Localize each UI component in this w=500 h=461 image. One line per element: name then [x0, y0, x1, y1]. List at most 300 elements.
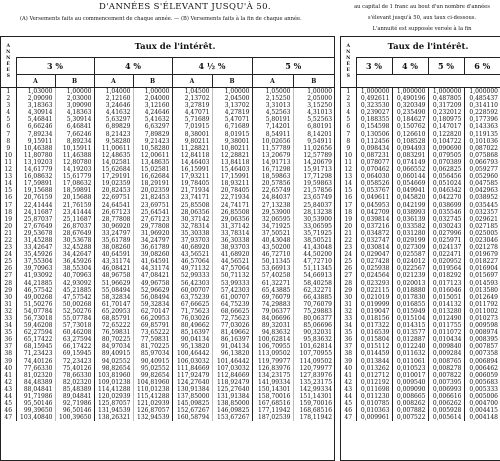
value-cell: 0,014132 — [428, 301, 464, 308]
value-cell: 3,18363 — [16, 102, 55, 109]
value-cell: 0,010523 — [392, 365, 428, 372]
table-row — [1, 258, 334, 265]
value-cell: 63,75239 — [172, 294, 212, 301]
table-row — [341, 294, 500, 301]
value-cell: 0,013577 — [392, 329, 428, 336]
value-cell: 20,78405 — [212, 187, 252, 194]
table-row — [341, 265, 500, 272]
year-cell: 6 — [1, 123, 16, 130]
value-cell: 46,72710 — [252, 251, 293, 258]
value-cell: 0,009598 — [464, 322, 500, 329]
value-cell: 0,015112 — [356, 343, 392, 350]
value-cell: 32,78314 — [172, 223, 212, 230]
value-cell: 12,28821 — [212, 152, 252, 159]
value-cell: 14,46403 — [172, 159, 212, 166]
value-cell: 50,11345 — [252, 258, 293, 265]
value-cell: 77,59831 — [133, 336, 172, 343]
value-cell: 0,059277 — [464, 166, 500, 173]
value-cell: 0,015949 — [392, 308, 428, 315]
value-cell: 0,239027 — [356, 109, 392, 116]
value-cell: 90,40915 — [133, 358, 172, 365]
value-cell: 0,119135 — [464, 131, 500, 138]
table-row — [341, 365, 500, 372]
value-cell: 63,27594 — [55, 336, 94, 343]
value-cell: 24,64541 — [94, 202, 133, 209]
value-cell: 43,50200 — [252, 244, 293, 251]
value-cell: 100,39650 — [55, 414, 94, 421]
value-cell: 1,05000 — [252, 88, 293, 96]
table-row — [341, 230, 500, 237]
value-cell: 0,079505 — [428, 152, 464, 159]
value-cell: 12,84118 — [172, 152, 212, 159]
year-cell: 43 — [341, 386, 356, 393]
table-row — [1, 116, 334, 123]
value-cell: 0,027185 — [464, 223, 500, 230]
value-cell: 107,70955 — [293, 350, 334, 357]
value-cell: 47,57542 — [55, 294, 94, 301]
year-cell: 17 — [1, 202, 16, 209]
value-cell: 20,57856 — [252, 180, 293, 187]
table-row — [341, 138, 500, 145]
value-cell: 142,99334 — [293, 386, 334, 393]
table-row — [1, 187, 334, 194]
value-cell: 78,66330 — [55, 372, 94, 379]
col-b-header: B — [55, 75, 94, 88]
table-row — [341, 123, 500, 130]
value-cell: 99,82654 — [133, 372, 172, 379]
table-row — [341, 166, 500, 173]
value-cell: 1,000000 — [464, 88, 500, 96]
value-cell: 49,71132 — [172, 265, 212, 272]
table-row — [341, 414, 500, 421]
value-cell: 2,13702 — [172, 95, 212, 102]
year-cell: 44 — [341, 393, 356, 400]
value-cell: 0,017322 — [356, 322, 392, 329]
value-cell: 0,011698 — [356, 386, 392, 393]
value-cell: 23,65749 — [293, 194, 334, 201]
value-cell: 0,094493 — [392, 145, 428, 152]
value-cell: 115,41288 — [133, 393, 172, 400]
value-cell: 43,56521 — [172, 251, 212, 258]
value-cell: 0,047585 — [464, 180, 500, 187]
value-cell: 0,006616 — [428, 393, 464, 400]
year-cell: 11 — [341, 159, 356, 166]
value-cell: 10,58280 — [133, 145, 172, 152]
value-cell: 0,078077 — [356, 159, 392, 166]
year-cell: 41 — [1, 372, 16, 379]
value-cell: 51,96629 — [94, 280, 133, 287]
value-cell: 0,150762 — [392, 123, 428, 130]
value-cell: 0,024137 — [428, 244, 464, 251]
value-cell: 1,00000 — [55, 88, 94, 96]
value-cell: 1,00000 — [133, 88, 172, 96]
rate-header: 5 % — [428, 58, 464, 75]
year-cell: 20 — [341, 223, 356, 230]
table-row — [1, 166, 334, 173]
year-cell: 24 — [1, 251, 16, 258]
value-cell: 0,005333 — [464, 386, 500, 393]
value-cell: 25,87037 — [16, 216, 55, 223]
value-cell: 125,27640 — [212, 386, 252, 393]
value-cell: 13,20679 — [252, 152, 293, 159]
value-cell: 0,005006 — [464, 393, 500, 400]
value-cell: 13,84118 — [212, 159, 252, 166]
year-cell: 18 — [1, 209, 16, 216]
value-cell: 146,09825 — [212, 407, 252, 414]
value-cell: 4,52563 — [252, 109, 293, 116]
value-cell: 150,14301 — [252, 386, 293, 393]
value-cell: 0,320349 — [392, 102, 428, 109]
year-cell: 1 — [1, 88, 16, 96]
value-cell: 2,04500 — [212, 95, 252, 102]
table-row — [1, 358, 334, 365]
year-cell: 7 — [1, 131, 16, 138]
table-row — [341, 272, 500, 279]
value-cell: 0,005683 — [464, 379, 500, 386]
rate-header: 3 % — [356, 58, 392, 75]
value-cell: 0,025005 — [464, 230, 500, 237]
year-cell: 26 — [341, 265, 356, 272]
value-cell: 17,59891 — [16, 180, 55, 187]
year-cell: 16 — [341, 194, 356, 201]
value-cell: 25,85508 — [172, 202, 212, 209]
value-cell: 127,83976 — [293, 372, 334, 379]
value-cell: 0,016855 — [392, 301, 428, 308]
value-cell: 20,82453 — [94, 187, 133, 194]
table-row — [341, 209, 500, 216]
value-cell: 56,08494 — [133, 294, 172, 301]
value-cell: 0,012240 — [392, 343, 428, 350]
year-cell: 17 — [341, 202, 356, 209]
value-cell: 0,016539 — [356, 329, 392, 336]
value-cell: 85,97034 — [133, 350, 172, 357]
value-cell: 66,17422 — [55, 343, 94, 350]
value-cell: 40,64591 — [94, 251, 133, 258]
value-cell: 5,52563 — [293, 116, 334, 123]
value-cell: 0,014459 — [356, 350, 392, 357]
value-cell: 0,042270 — [428, 194, 464, 201]
value-cell: 25,64541 — [133, 209, 172, 216]
value-cell: 65,20953 — [94, 308, 133, 315]
table-row — [341, 131, 500, 138]
table-row — [341, 329, 500, 336]
table-row — [1, 88, 334, 96]
value-cell: 100,46442 — [172, 350, 212, 357]
value-cell: 0,323530 — [356, 102, 392, 109]
year-cell: 30 — [1, 294, 16, 301]
value-cell: 20,02359 — [133, 187, 172, 194]
value-cell: 21,76159 — [55, 202, 94, 209]
value-cell: 117,92479 — [172, 372, 212, 379]
value-cell: 33,06595 — [293, 223, 334, 230]
accumulation-table-body — [1, 88, 334, 422]
value-cell: 79,06377 — [252, 308, 293, 315]
value-cell: 0,027996 — [428, 230, 464, 237]
value-cell: 22,71934 — [212, 194, 252, 201]
value-cell: 0,006462 — [464, 365, 500, 372]
value-cell: 0,025587 — [392, 251, 428, 258]
value-cell: 27,67649 — [16, 223, 55, 230]
table-row — [1, 265, 334, 272]
value-cell: 46,57064 — [172, 258, 212, 265]
value-cell: 0,021239 — [392, 272, 428, 279]
rate-header: 6 % — [464, 58, 500, 75]
year-cell: 11 — [1, 159, 16, 166]
value-cell: 0,126610 — [392, 131, 428, 138]
value-cell: 0,083291 — [392, 152, 428, 159]
value-cell: 44,50200 — [293, 251, 334, 258]
value-cell: 118,92479 — [212, 379, 252, 386]
value-cell: 0,015051 — [428, 294, 464, 301]
value-cell: 77,03026 — [212, 322, 252, 329]
value-cell: 27,13238 — [252, 202, 293, 209]
table-row — [341, 343, 500, 350]
value-cell: 0,485437 — [464, 95, 500, 102]
value-cell: 17,71298 — [293, 173, 334, 180]
value-cell: 0,014593 — [464, 280, 500, 287]
value-cell: 86,16397 — [212, 336, 252, 343]
value-cell: 0,019999 — [356, 301, 392, 308]
value-cell: 5,47071 — [212, 116, 252, 123]
year-cell: 21 — [341, 230, 356, 237]
table-row — [1, 194, 334, 201]
value-cell: 65,17422 — [16, 336, 55, 343]
year-cell: 30 — [341, 294, 356, 301]
table-row — [1, 251, 334, 258]
year-cell: 45 — [1, 400, 16, 407]
table-row — [1, 145, 334, 152]
value-cell: 0,314110 — [464, 102, 500, 109]
value-cell: 61,00707 — [212, 294, 252, 301]
value-cell: 131,94539 — [94, 407, 133, 414]
value-cell: 28,77808 — [94, 216, 133, 223]
value-cell: 9,21423 — [133, 138, 172, 145]
value-cell: 0,022471 — [428, 251, 464, 258]
value-cell: 89,04841 — [55, 393, 94, 400]
year-cell: 3 — [1, 102, 16, 109]
table-row — [1, 95, 334, 102]
value-cell: 0,108528 — [392, 138, 428, 145]
value-cell: 4,31013 — [293, 109, 334, 116]
year-cell: 27 — [341, 272, 356, 279]
value-cell: 0,009284 — [428, 350, 464, 357]
value-cell: 11,28821 — [172, 145, 212, 152]
table-row — [1, 123, 334, 130]
value-cell: 0,018227 — [464, 258, 500, 265]
table-row — [341, 386, 500, 393]
table-row — [1, 343, 334, 350]
value-cell: 3,27819 — [172, 102, 212, 109]
value-cell: 168,68516 — [293, 407, 334, 414]
value-cell: 0,012887 — [392, 336, 428, 343]
year-cell: 22 — [341, 237, 356, 244]
right-caption-line: L'annuité est supposée versée à la fin — [372, 26, 472, 32]
value-cell: 0,025938 — [356, 265, 392, 272]
table-row — [341, 336, 500, 343]
year-cell: 14 — [1, 180, 16, 187]
value-cell: 2,12160 — [94, 95, 133, 102]
value-cell: 40,68920 — [172, 244, 212, 251]
year-cell: 3 — [341, 102, 356, 109]
value-cell: 75,40126 — [55, 365, 94, 372]
value-cell: 72,65222 — [94, 322, 133, 329]
value-cell: 95,13820 — [172, 343, 212, 350]
year-cell: 36 — [341, 336, 356, 343]
value-cell: 0,029621 — [464, 216, 500, 223]
value-cell: 9,38001 — [212, 138, 252, 145]
value-cell: 1,03000 — [16, 88, 55, 96]
value-cell: 138,85000 — [212, 400, 252, 407]
value-cell: 0,007857 — [464, 343, 500, 350]
value-cell: 0,009840 — [428, 343, 464, 350]
value-cell: 41,68920 — [212, 251, 252, 258]
year-cell: 27 — [1, 272, 16, 279]
value-cell: 0,147017 — [428, 123, 464, 130]
value-cell: 17,08632 — [55, 180, 94, 187]
col-a-header: A — [172, 75, 212, 88]
value-cell: 0,027309 — [392, 244, 428, 251]
value-cell: 112,84669 — [212, 372, 252, 379]
value-cell: 103,40840 — [16, 414, 55, 421]
year-cell: 28 — [341, 280, 356, 287]
col-a-header: A — [94, 75, 133, 88]
value-cell: 0,011792 — [464, 301, 500, 308]
table-row — [341, 407, 500, 414]
table-row — [1, 393, 334, 400]
value-cell: 4,27819 — [212, 109, 252, 116]
header-spacer — [356, 75, 500, 88]
value-cell: 24,11687 — [16, 209, 55, 216]
table-row — [341, 187, 500, 194]
value-cell: 23,74171 — [172, 194, 212, 201]
value-cell: 0,032745 — [428, 216, 464, 223]
value-cell: 0,029047 — [356, 251, 392, 258]
value-cell: 74,29883 — [252, 301, 293, 308]
value-cell: 5,63297 — [94, 116, 133, 123]
value-cell: 15,62684 — [94, 166, 133, 173]
value-cell: 61,70147 — [94, 301, 133, 308]
value-cell: 101,62814 — [293, 343, 334, 350]
value-cell: 32,45288 — [55, 244, 94, 251]
value-cell: 187,02539 — [252, 414, 293, 421]
value-cell: 6,63297 — [133, 123, 172, 130]
value-cell: 0,010785 — [356, 400, 392, 407]
value-cell: 0,011002 — [464, 308, 500, 315]
value-cell: 178,11942 — [293, 414, 334, 421]
value-cell: 0,016046 — [428, 287, 464, 294]
value-cell: 0,066552 — [392, 166, 428, 173]
value-cell: 131,91384 — [212, 393, 252, 400]
value-cell: 16,15991 — [172, 166, 212, 173]
value-cell: 5,71689 — [172, 116, 212, 123]
year-cell: 20 — [1, 223, 16, 230]
value-cell: 4,24646 — [133, 109, 172, 116]
value-cell: 0,023293 — [356, 280, 392, 287]
table-row — [341, 145, 500, 152]
value-cell: 13,48635 — [133, 159, 172, 166]
value-cell: 98,82654 — [94, 365, 133, 372]
value-cell: 0,009540 — [392, 379, 428, 386]
table-row — [341, 88, 500, 96]
rate-header: 4 % — [94, 58, 172, 75]
table-row — [1, 280, 334, 287]
table-row — [341, 350, 500, 357]
value-cell: 4,47071 — [172, 109, 212, 116]
value-cell: 0,235490 — [392, 109, 428, 116]
value-cell: 0,008665 — [392, 393, 428, 400]
value-cell: 0,042709 — [356, 209, 392, 216]
value-cell: 60,00707 — [172, 287, 212, 294]
table-row — [341, 152, 500, 159]
year-cell: 1 — [341, 88, 356, 96]
value-cell: 0,022115 — [356, 287, 392, 294]
value-cell: 0,053767 — [356, 187, 392, 194]
value-cell: 71,23423 — [16, 350, 55, 357]
year-cell: 10 — [1, 152, 16, 159]
value-cell: 0,032357 — [464, 209, 500, 216]
value-cell: 0,008278 — [428, 365, 464, 372]
year-cell: 40 — [1, 365, 16, 372]
value-cell: 96,50146 — [55, 407, 94, 414]
value-cell: 51,11345 — [293, 265, 334, 272]
value-cell: 0,051024 — [428, 180, 464, 187]
value-cell: 5,30914 — [55, 116, 94, 123]
value-cell: 0,007522 — [392, 414, 428, 421]
value-cell: 124,27640 — [172, 379, 212, 386]
value-cell: 0,012712 — [356, 372, 392, 379]
value-cell: 76,03026 — [172, 315, 212, 322]
value-cell: 69,76079 — [252, 294, 293, 301]
table-row — [341, 202, 500, 209]
table-row — [341, 102, 500, 109]
year-cell: 38 — [1, 350, 16, 357]
value-cell: 0,024012 — [392, 258, 428, 265]
value-cell: 49,96758 — [133, 280, 172, 287]
value-cell: 56,42303 — [172, 280, 212, 287]
value-cell: 15,02581 — [133, 166, 172, 173]
value-cell: 92,71986 — [55, 400, 94, 407]
value-cell: 28,06356 — [172, 209, 212, 216]
table-row — [341, 173, 500, 180]
value-cell: 23,69751 — [133, 202, 172, 209]
year-cell: 8 — [1, 138, 16, 145]
value-cell: 11,57789 — [252, 145, 293, 152]
value-cell: 0,008395 — [464, 336, 500, 343]
value-cell: 64,75239 — [212, 301, 252, 308]
value-cell: 1,04000 — [94, 88, 133, 96]
year-cell: 2 — [341, 95, 356, 102]
table-row — [341, 400, 500, 407]
value-cell: 137,85000 — [172, 393, 212, 400]
value-cell: 24,84037 — [252, 194, 293, 201]
value-cell: 91,71986 — [16, 393, 55, 400]
value-cell: 0,015697 — [464, 272, 500, 279]
value-cell: 0,018880 — [392, 287, 428, 294]
rate-header: 5 % — [252, 58, 334, 75]
value-cell: 0,010017 — [392, 372, 428, 379]
value-cell: 72,75623 — [212, 315, 252, 322]
value-cell: 22,41444 — [16, 202, 55, 209]
value-cell: 159,70016 — [293, 400, 334, 407]
value-cell: 81,49662 — [212, 329, 252, 336]
year-cell: 23 — [1, 244, 16, 251]
value-cell: 0,010434 — [428, 336, 464, 343]
value-cell: 29,53678 — [16, 230, 55, 237]
value-cell: 18,29191 — [133, 180, 172, 187]
value-cell: 7,66246 — [55, 131, 94, 138]
value-cell: 158,70016 — [252, 393, 293, 400]
value-cell: 54,66913 — [293, 272, 334, 279]
